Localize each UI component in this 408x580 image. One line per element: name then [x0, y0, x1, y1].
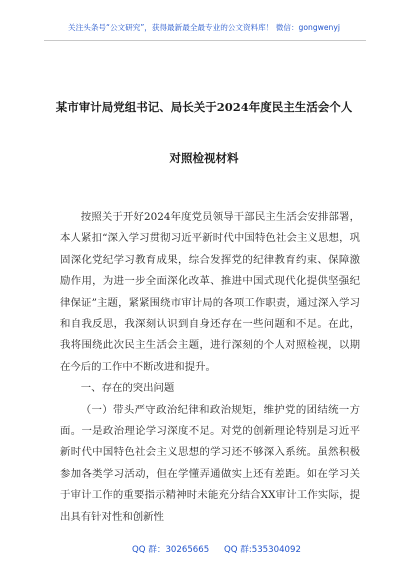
intro-paragraph: 按照关于开好2024年度党员领导干部民主生活会安排部署，本人紧扣“深入学习贯彻习近平新时代中国特色社会主义思想，巩固深化党纪学习教育成果，综合发挥党的纪律教育约束、保障激励作用，为进一步全面深化改革、推进中国式现代化提供坚强纪律保证”主题，紧紧围绕市审计局的各项工作职责，通过深入学习和自我反思，我深刻认识到自身还存在一些问题和不足。在此，我将围绕此次民主生活会主题，进行深刻的个人对照检视，以期在今后的工作中不断改进和提升。: [60, 211, 360, 373]
header-divider: [44, 40, 366, 41]
document-title-line-1: 某市审计局党组书记、局长关于2024年度民主生活会个人: [55, 100, 353, 114]
footer-qq-group-2: QQ 群:535304092: [224, 545, 301, 555]
document-body: [60, 207, 360, 528]
header-banner: 关注头条号“公文研究”，获得最新最全最专业的公文资料库！ 微信：gongwenyj: [68, 23, 340, 32]
document-title-line-2: 对照检视材料: [169, 151, 239, 165]
footer-qq-group-1: QQ 群：30265665: [132, 545, 210, 555]
section-heading: 一、存在的突出问题: [80, 382, 175, 395]
body-paragraph: （一）带头严守政治纪律和政治规矩，维护党的团结统一方面。一是政治理论学习深度不足。对党的创新理论特别是习近平新时代中国特色社会主义思想的学习还不够深入系统。虽然积极参加各类学习活动，但在学懂弄通做实上还有差距。如在学习关于审计工作的重要指示精神时未能充分结合XX审计工作实际，提出具有针对性和创新性: [60, 403, 360, 523]
